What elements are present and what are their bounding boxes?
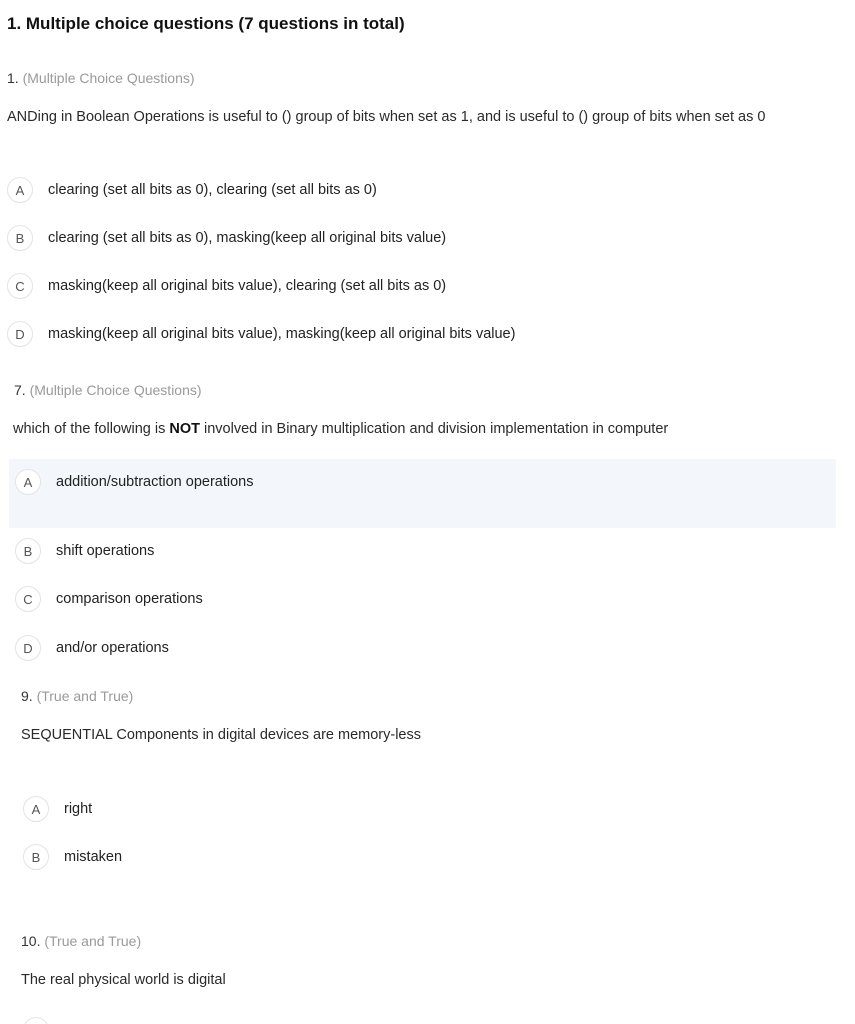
question-1-option-a[interactable]: [7, 176, 377, 204]
question-1-text: ANDing in Boolean Operations is useful to () group of bits when set as 1, and is useful to () group of bits when set as 0: [7, 109, 766, 125]
question-7-option-d[interactable]: [15, 634, 169, 662]
question-number: 1.: [7, 70, 19, 86]
question-7-option-a[interactable]: [15, 468, 254, 496]
option-letter: A: [7, 177, 33, 203]
option-text: right: [64, 801, 93, 817]
option-text: clearing (set all bits as 0), masking(keep all original bits value): [48, 230, 447, 246]
question-7-text: [13, 421, 668, 437]
option-letter: D: [15, 635, 41, 661]
question-type: (Multiple Choice Questions): [22, 70, 195, 86]
option-letter: A: [15, 469, 41, 495]
question-1-header: [7, 70, 195, 86]
question-10-text: The real physical world is digital: [21, 972, 226, 988]
option-letter: D: [7, 321, 33, 347]
option-letter: B: [23, 844, 49, 870]
option-letter: B: [15, 538, 41, 564]
question-number: 9.: [21, 688, 33, 704]
question-text-part: involved in Binary multiplication and division implementation in computer: [199, 421, 669, 437]
option-letter: C: [15, 586, 41, 612]
question-type: (True and True): [36, 688, 134, 704]
option-text: shift operations: [56, 543, 155, 559]
question-text-part: which of the following is: [13, 421, 170, 437]
option-text: addition/subtraction operations: [56, 474, 254, 490]
question-7-option-b[interactable]: [15, 537, 154, 565]
question-9-option-b[interactable]: [23, 843, 122, 871]
option-text: masking(keep all original bits value), masking(keep all original bits value): [48, 326, 516, 342]
question-type: (True and True): [44, 933, 142, 949]
cut-off-option: [23, 1017, 49, 1024]
question-7-option-c[interactable]: [15, 585, 203, 613]
question-1-option-b[interactable]: [7, 224, 446, 252]
option-text: clearing (set all bits as 0), clearing (set all bits as 0): [48, 182, 377, 198]
question-9-option-a[interactable]: [23, 795, 92, 823]
option-letter: A: [23, 796, 49, 822]
cut-off-option-circle: [23, 1017, 49, 1024]
question-9-text: SEQUENTIAL Components in digital devices are memory-less: [21, 727, 421, 743]
question-7-header: [14, 382, 202, 398]
question-type: (Multiple Choice Questions): [29, 382, 202, 398]
question-number: 10.: [21, 933, 41, 949]
option-text: comparison operations: [56, 591, 203, 607]
question-1-option-d[interactable]: [7, 320, 515, 348]
question-number: 7.: [14, 382, 26, 398]
question-1-option-c[interactable]: [7, 272, 446, 300]
section-title: 1. Multiple choice questions (7 questions in total): [7, 14, 405, 33]
option-text: mistaken: [64, 849, 123, 865]
option-text: masking(keep all original bits value), clearing (set all bits as 0): [48, 278, 447, 294]
question-10-header: [21, 933, 141, 949]
question-text-emphasis: NOT: [169, 421, 200, 437]
option-letter: B: [7, 225, 33, 251]
option-text: and/or operations: [56, 640, 169, 656]
option-letter: C: [7, 273, 33, 299]
question-9-header: [21, 688, 133, 704]
